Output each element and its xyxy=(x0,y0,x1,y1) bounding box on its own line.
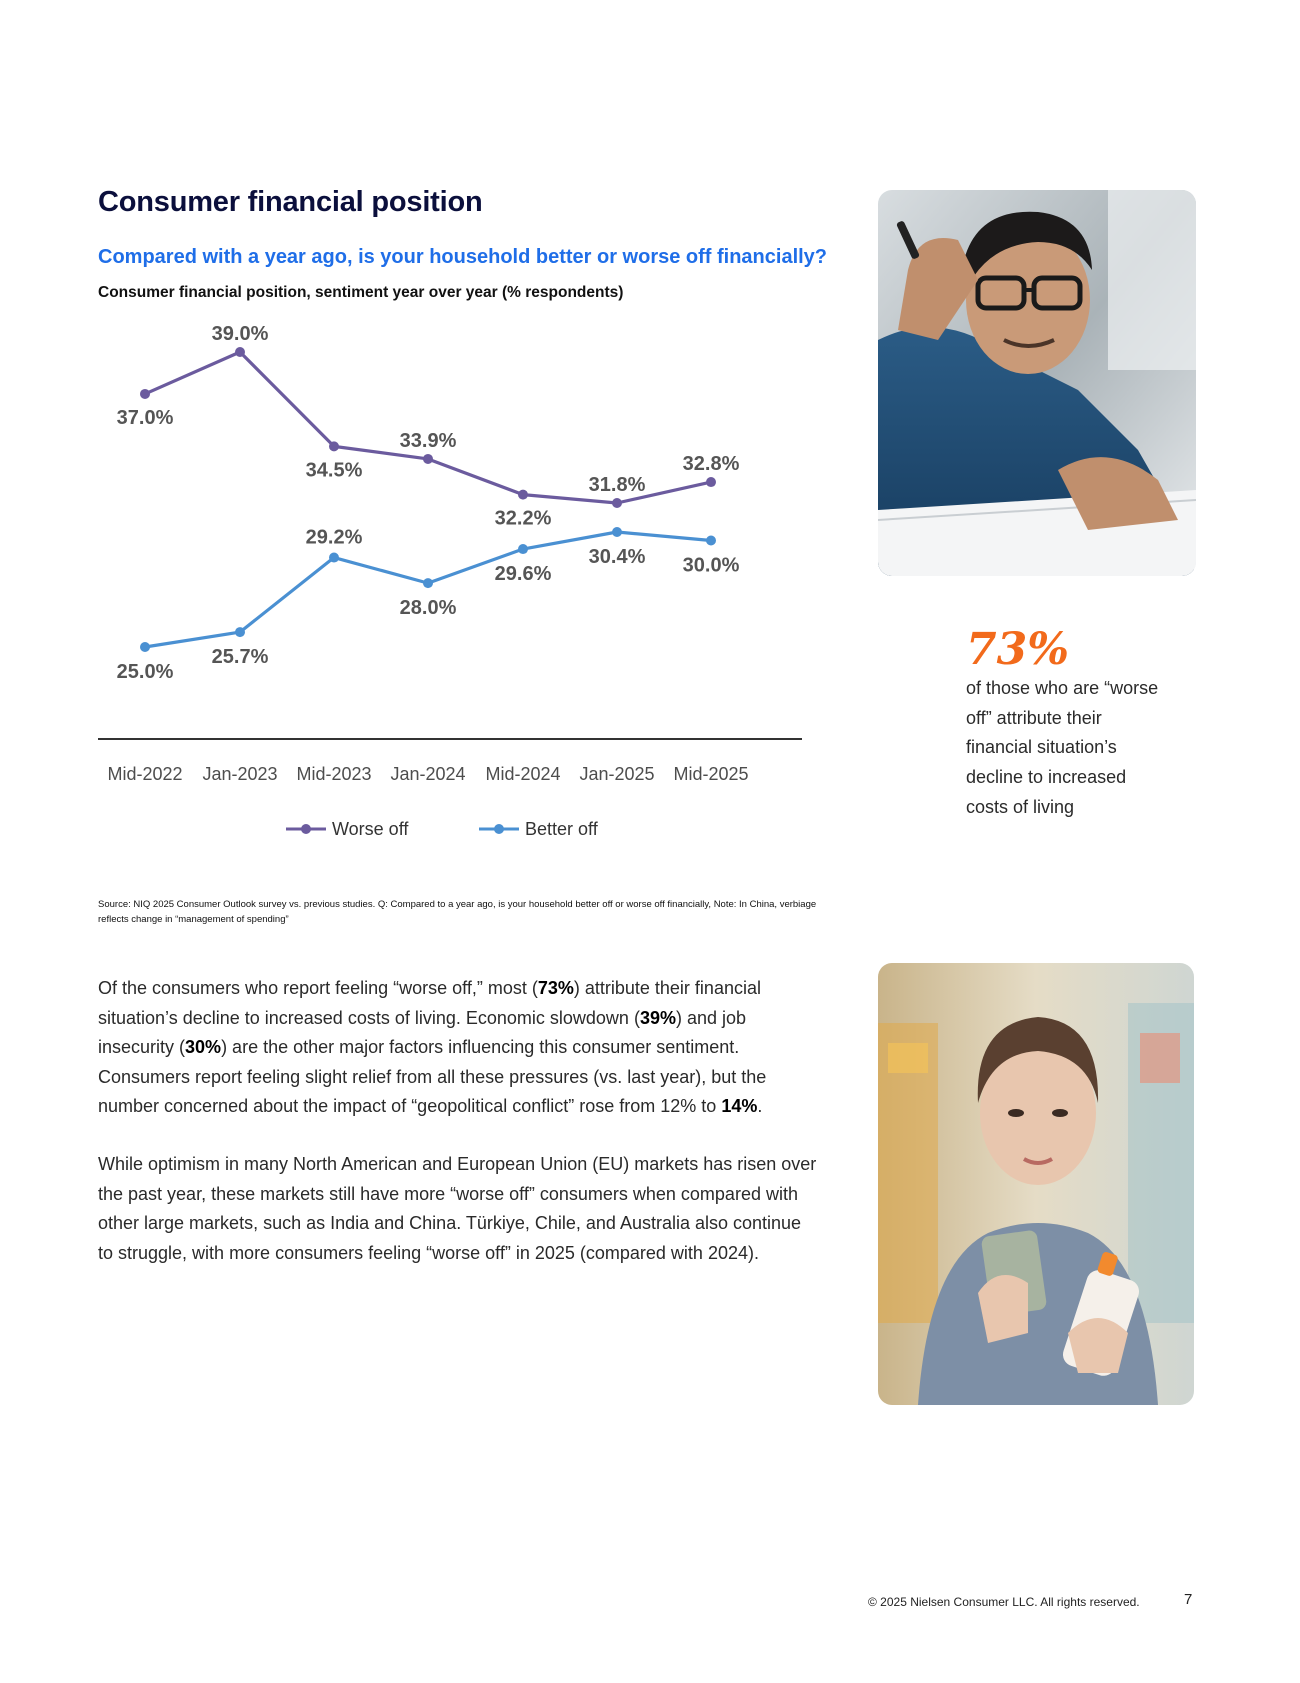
x-tick-label: Jan-2023 xyxy=(202,764,278,784)
x-tick-label: Mid-2023 xyxy=(296,764,372,784)
worse-off-data-label: 37.0% xyxy=(116,406,174,429)
better-off-data-label: 29.6% xyxy=(494,563,552,586)
body-paragraph-1 xyxy=(98,974,818,1122)
better-off-data-label: 28.0% xyxy=(399,597,457,620)
x-tick-label: Mid-2022 xyxy=(107,764,183,784)
worse-off-data-label: 34.5% xyxy=(305,459,363,482)
better-off-point xyxy=(518,544,528,554)
worse-off-data-label: 31.8% xyxy=(588,474,646,496)
text-run: . xyxy=(757,1096,763,1116)
better-off-point xyxy=(612,527,622,537)
highlight-value: 30% xyxy=(185,1037,222,1057)
x-tick-label: Mid-2024 xyxy=(485,764,561,784)
better-off-data-label: 30.4% xyxy=(588,546,646,568)
page-number: 7 xyxy=(1184,1591,1193,1608)
highlight-value: 73% xyxy=(537,978,574,998)
x-tick-label: Mid-2025 xyxy=(673,764,749,784)
better-off-point xyxy=(329,553,339,563)
better-off-data-label: 30.0% xyxy=(682,554,740,577)
page-heading: Consumer financial position xyxy=(98,186,483,218)
legend-better-off-marker xyxy=(494,824,504,834)
better-off-point xyxy=(706,536,716,546)
better-off-data-label: 25.0% xyxy=(116,661,174,683)
worse-off-data-label: 33.9% xyxy=(399,429,457,452)
worse-off-data-label: 32.2% xyxy=(494,507,552,530)
text-run: ) and job insecurity ( xyxy=(98,1007,747,1057)
source-note: Source: NIQ 2025 Consumer Outlook survey vs. previous studies. Q: Compared to a year ago, is your household better off or worse off financially, Note: In China, verbiage reflects change in “management of spending” xyxy=(98,899,817,925)
worse-off-point xyxy=(423,454,433,464)
legend-worse-off-label: Worse off xyxy=(332,819,409,839)
text-run: ) attribute their financial situation’s decline to increased costs of living. Economic slowdown ( xyxy=(98,978,761,1028)
worse-off-point xyxy=(235,347,245,357)
photo-woman-shopping xyxy=(878,963,1194,1405)
better-off-data-label: 29.2% xyxy=(305,526,363,549)
worse-off-point xyxy=(518,490,528,500)
x-tick-label: Jan-2024 xyxy=(390,764,466,784)
text-run: While optimism in many North American and European Union (EU) markets has risen over the past year, these markets still have more “worse off” consumers when compared with other large markets, such as India and China. Türkiye, Chile, and Australia also continue to struggle, with more consumers feeling “worse off” in 2025 (compared with 2024). xyxy=(98,1154,817,1263)
text-run: Of the consumers who report feeling “worse off,” most ( xyxy=(98,978,538,998)
highlight-value: 39% xyxy=(639,1007,676,1028)
worse-off-point xyxy=(329,441,339,451)
text-run: ) are the other major factors influencing this consumer sentiment. Consumers report feeling slight relief from all these pressures (vs. last year), but the number concerned about the impact of “geopolitical conflict” rose from 12% to xyxy=(98,1037,767,1116)
worse-off-point xyxy=(140,389,150,399)
legend-worse-off-marker xyxy=(301,824,311,834)
worse-off-data-label: 32.8% xyxy=(682,453,740,476)
better-off-point xyxy=(423,578,433,588)
worse-off-point xyxy=(706,477,716,487)
x-tick-label: Jan-2025 xyxy=(579,764,655,784)
better-off-data-label: 25.7% xyxy=(211,646,269,669)
copyright-footer: © 2025 Nielsen Consumer LLC. All rights reserved. xyxy=(868,1595,1140,1609)
highlight-value: 14% xyxy=(721,1096,758,1116)
worse-off-data-label: 39.0% xyxy=(211,323,269,345)
stat-description: of those who are “worse off” attribute their financial situation’s decline to increased costs of living xyxy=(966,678,1159,817)
stat-number: 73% xyxy=(966,624,1070,675)
photo-stressed-man xyxy=(878,190,1196,576)
body-paragraph-2 xyxy=(98,1150,818,1268)
chart-subtitle: Consumer financial position, sentiment year over year (% respondents) xyxy=(98,284,624,301)
better-off-point xyxy=(140,642,150,652)
worse-off-point xyxy=(612,498,622,508)
sentiment-line-chart xyxy=(90,320,810,880)
chart-question: Compared with a year ago, is your household better or worse off financially? xyxy=(98,246,828,268)
better-off-point xyxy=(235,627,245,637)
legend-better-off-label: Better off xyxy=(525,819,598,839)
